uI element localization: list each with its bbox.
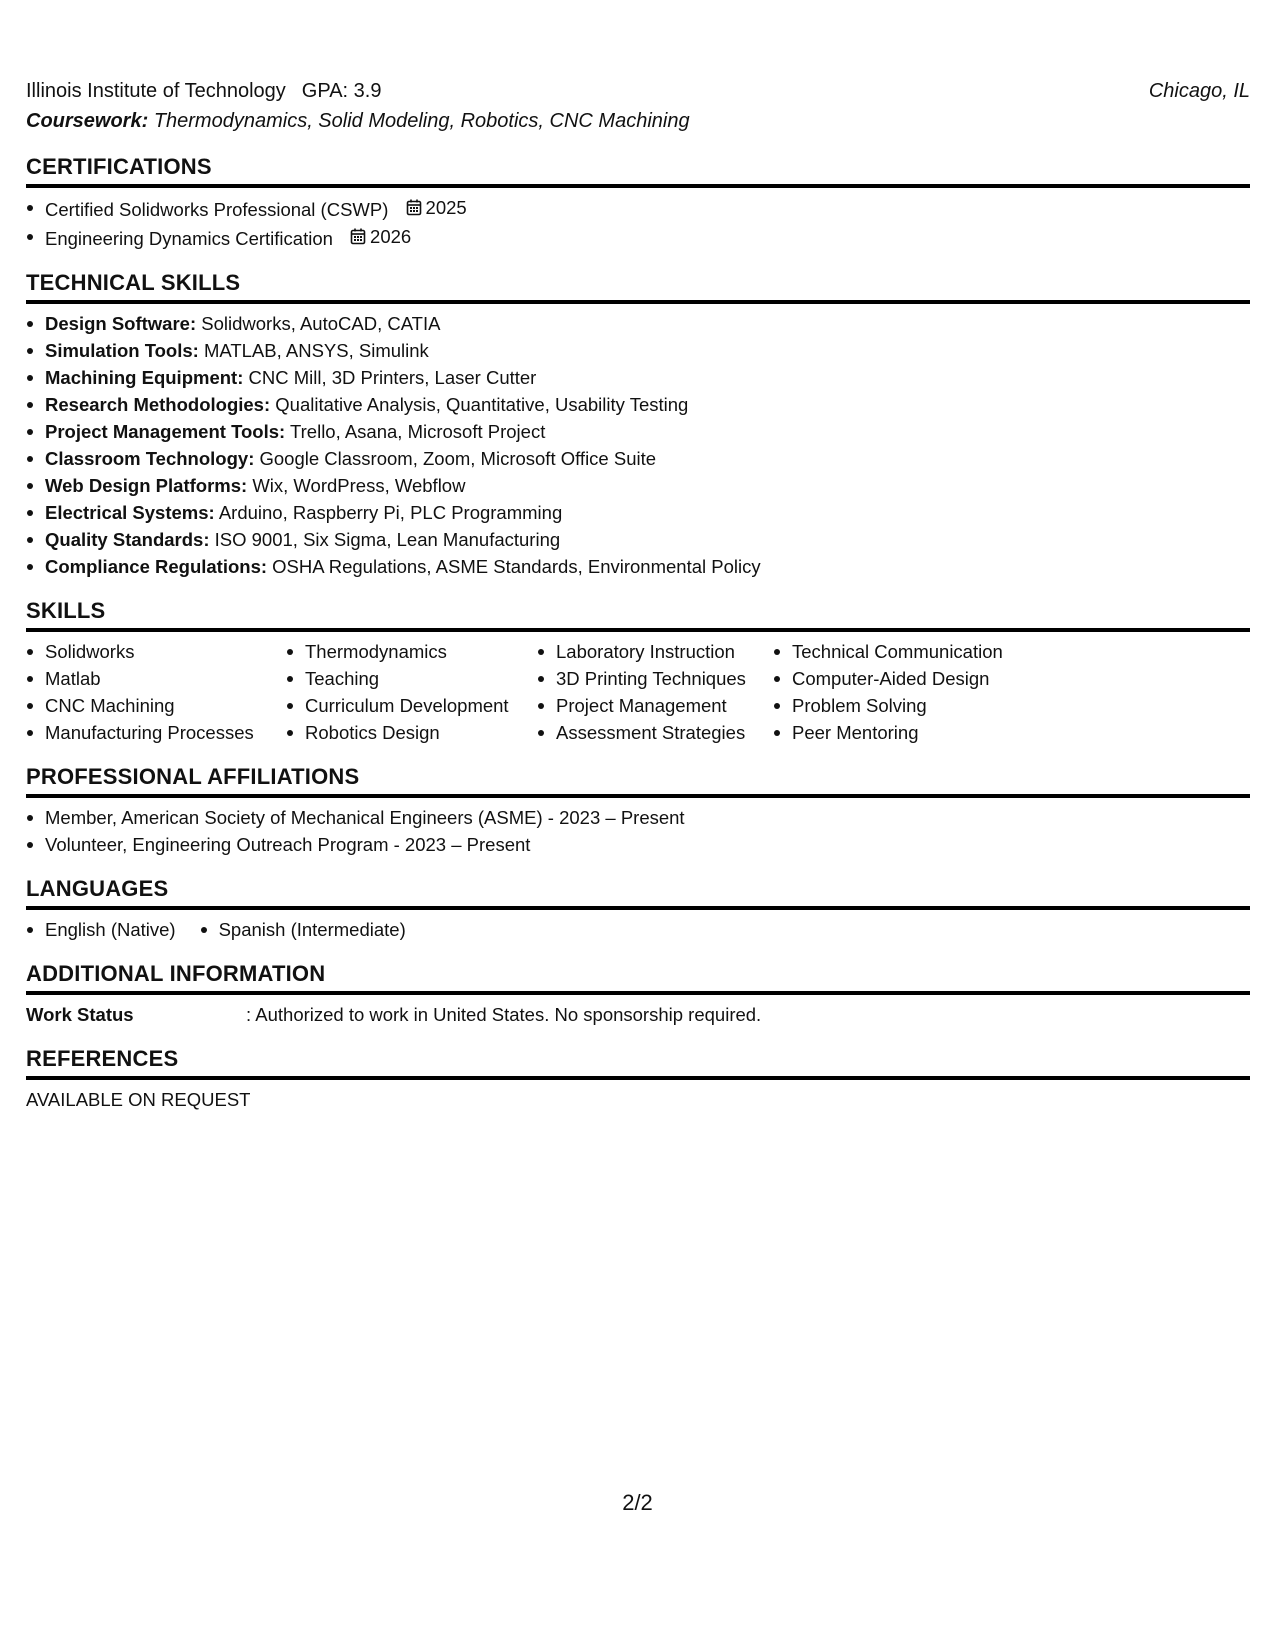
technical-skill-label: Classroom Technology: [45,448,255,469]
coursework-list: Thermodynamics, Solid Modeling, Robotics, CNC Machining [153,110,690,132]
skills-grid [26,638,1250,746]
education-row [26,76,1250,106]
certification-name: Certified Solidworks Professional (CSWP) [45,199,389,220]
affiliations-section [26,762,1250,858]
skills-column [773,638,1033,746]
education-left [26,76,381,106]
certification-year: 2025 [425,197,467,218]
technical-skill-item [26,364,1250,391]
technical-skill-item [26,418,1250,445]
technical-skill-item [26,445,1250,472]
skill-item: CNC Machining [26,692,264,719]
certifications-section [26,152,1250,252]
skill-item: Problem Solving [773,692,1033,719]
technical-skill-value: Google Classroom, Zoom, Microsoft Office Suite [259,448,657,469]
technical-skill-item [26,526,1250,553]
technical-skill-value: ISO 9001, Six Sigma, Lean Manufacturing [214,529,561,550]
certifications-list [26,194,1250,252]
technical-skill-value: OSHA Regulations, ASME Standards, Environmental Policy [272,556,761,577]
technical-skill-label: Project Management Tools: [45,421,286,442]
skill-item: Teaching [286,665,515,692]
resume-page [26,76,1250,1113]
work-status-label: Work Status [26,1004,134,1025]
section-title-languages: LANGUAGES [26,874,1250,910]
skill-item: Curriculum Development [286,692,515,719]
skill-item: Project Management [537,692,751,719]
skill-item: Technical Communication [773,638,1033,665]
technical-skill-label: Machining Equipment: [45,367,244,388]
technical-skill-label: Simulation Tools: [45,340,199,361]
technical-skill-label: Web Design Platforms: [45,475,248,496]
education-location: Chicago, IL [1148,80,1250,102]
technical-skill-item [26,391,1250,418]
certification-year: 2026 [370,226,412,247]
section-title-references: REFERENCES [26,1044,1250,1080]
technical-skill-label: Research Methodologies: [45,394,271,415]
section-title-skills: SKILLS [26,596,1250,632]
references-section [26,1044,1250,1113]
language-item: English (Native) [26,916,176,943]
technical-skill-label: Quality Standards: [45,529,210,550]
certification-item [26,223,1250,252]
calendar-icon [350,228,366,245]
technical-skill-item [26,472,1250,499]
certification-date [406,194,467,221]
affiliations-list [26,804,1250,858]
section-title-technical-skills: TECHNICAL SKILLS [26,268,1250,304]
technical-skill-value: Arduino, Raspberry Pi, PLC Programming [218,502,563,523]
technical-skill-item [26,499,1250,526]
coursework [26,106,1250,136]
gpa: GPA: 3.9 [301,80,382,102]
skill-item: Laboratory Instruction [537,638,751,665]
certification-name: Engineering Dynamics Certification [45,228,333,249]
references-text: AVAILABLE ON REQUEST [26,1089,251,1110]
affiliation-item: Member, American Society of Mechanical Engineers (ASME) - 2023 – Present [26,804,1250,831]
skills-section [26,596,1250,746]
technical-skill-value: MATLAB, ANSYS, Simulink [203,340,429,361]
technical-skill-item [26,310,1250,337]
technical-skill-value: Wix, WordPress, Webflow [252,475,466,496]
coursework-label: Coursework: [26,110,149,132]
skill-item: Matlab [26,665,264,692]
technical-skills-list [26,310,1250,580]
page-number: 2/2 [622,1490,653,1515]
skill-item: Thermodynamics [286,638,515,665]
technical-skill-label: Electrical Systems: [45,502,215,523]
technical-skill-item [26,553,1250,580]
language-item: Spanish (Intermediate) [200,916,406,943]
technical-skill-item [26,337,1250,364]
work-status-value: : Authorized to work in United States. No sponsorship required. [246,1004,762,1025]
skill-item: Solidworks [26,638,264,665]
section-title-affiliations: PROFESSIONAL AFFILIATIONS [26,762,1250,798]
work-status-row [26,1001,1250,1028]
additional-info-section [26,959,1250,1028]
skill-item: Assessment Strategies [537,719,751,746]
certification-item [26,194,1250,223]
technical-skills-section [26,268,1250,580]
affiliation-item: Volunteer, Engineering Outreach Program - 2023 – Present [26,831,1250,858]
skills-column [537,638,751,746]
skill-item: Computer-Aided Design [773,665,1033,692]
skills-column [286,638,515,746]
technical-skill-label: Compliance Regulations: [45,556,268,577]
section-title-certifications: CERTIFICATIONS [26,152,1250,188]
technical-skill-value: CNC Mill, 3D Printers, Laser Cutter [248,367,537,388]
technical-skill-label: Design Software: [45,313,197,334]
certification-date [350,223,411,250]
technical-skill-value: Qualitative Analysis, Quantitative, Usability Testing [275,394,689,415]
technical-skill-value: Solidworks, AutoCAD, CATIA [201,313,441,334]
calendar-icon [406,199,422,216]
skills-column [26,638,264,746]
school-name: Illinois Institute of Technology [26,80,286,102]
skill-item: 3D Printing Techniques [537,665,751,692]
technical-skill-value: Trello, Asana, Microsoft Project [290,421,546,442]
languages-list [26,916,1250,943]
skill-item: Manufacturing Processes [26,719,264,746]
languages-section [26,874,1250,943]
section-title-additional-info: ADDITIONAL INFORMATION [26,959,1250,995]
skill-item: Peer Mentoring [773,719,1033,746]
skill-item: Robotics Design [286,719,515,746]
